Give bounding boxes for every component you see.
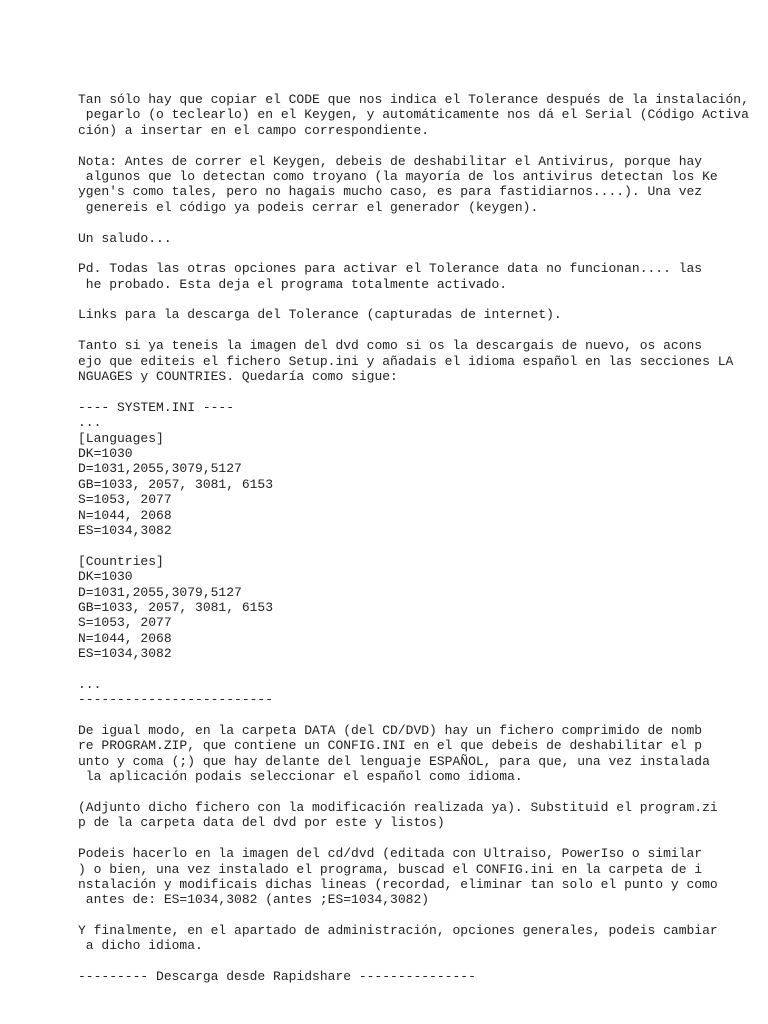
text-line [78, 138, 758, 153]
text-line: Tanto si ya teneis la imagen del dvd como si os la descargais de nuevo, os acons [78, 338, 703, 354]
text-line: Y finalmente, en el apartado de administración, opciones generales, podeis cambiar [78, 923, 718, 939]
text-line: D=1031,2055,3079,5127 [78, 584, 242, 600]
text-line: (Adjunto dicho fichero con la modificación realizada ya). Substituid el program.zi [78, 799, 718, 815]
text-line: he probado. Esta deja el programa totalmente activado. [78, 276, 508, 292]
text-line: ... [78, 415, 102, 431]
text-line [78, 785, 758, 800]
text-line: Tan sólo hay que copiar el CODE que nos indica el Tolerance después de la instalación, [78, 92, 749, 107]
text-line: algunos que lo detectan como troyano (la mayoría de los antivirus detectan los Ke [78, 168, 718, 184]
text-line: genereis el código ya podeis cerrar el generador (keygen). [78, 199, 539, 215]
text-line: DK=1030 [78, 445, 133, 461]
text-line: DK=1030 [78, 569, 133, 585]
text-line: ejo que editeis el fichero Setup.ini y añadais el idioma español en las secciones LA [78, 353, 734, 369]
text-line: ES=1034,3082 [78, 522, 172, 538]
text-line: De igual modo, en la carpeta DATA (del CD/DVD) hay un fichero comprimido de nomb [78, 723, 703, 739]
text-line: [Languages] [78, 430, 164, 446]
text-line: GB=1033, 2057, 3081, 6153 [78, 476, 274, 492]
text-line: re PROGRAM.ZIP, que contiene un CONFIG.INI en el que debeis de deshabilitar el p [78, 738, 703, 754]
text-line [78, 661, 758, 676]
text-line: Un saludo... [78, 230, 172, 246]
text-line: ) o bien, una vez instalado el programa, buscad el CONFIG.ini en la carpeta de i [78, 861, 703, 877]
text-line: N=1044, 2068 [78, 630, 172, 646]
text-line [78, 831, 758, 846]
text-line: ción) a insertar en el campo correspondiente. [78, 122, 430, 138]
text-line [78, 292, 758, 307]
text-line: a dicho idioma. [78, 938, 203, 954]
text-line: unto y coma (;) que hay delante del lenguaje ESPAÑOL, para que, una vez instalada [78, 753, 710, 769]
text-line [78, 954, 758, 969]
text-line: ------------------------- [78, 692, 274, 708]
text-line: ygen's como tales, pero no hagais mucho caso, es para fastidiarnos....). Una vez [78, 184, 703, 200]
text-line [78, 323, 758, 338]
text-line [78, 908, 758, 923]
text-line [78, 215, 758, 230]
text-line: pegarlo (o teclearlo) en el Keygen, y automáticamente nos dá el Serial (Código Activa [78, 107, 749, 123]
text-line: antes de: ES=1034,3082 (antes ;ES=1034,3082) [78, 892, 430, 908]
text-line: GB=1033, 2057, 3081, 6153 [78, 599, 274, 615]
text-line: ES=1034,3082 [78, 646, 172, 662]
text-line: Nota: Antes de correr el Keygen, debeis de deshabilitar el Antivirus, porque hay [78, 153, 703, 169]
text-line: la aplicación podais seleccionar el español como idioma. [78, 769, 523, 785]
text-line [78, 538, 758, 553]
text-line: ... [78, 676, 102, 692]
document-body [78, 92, 758, 985]
text-line: Podeis hacerlo en la imagen del cd/dvd (editada con Ultraiso, PowerIso o similar [78, 846, 703, 862]
text-line [78, 246, 758, 261]
text-line: Pd. Todas las otras opciones para activar el Tolerance data no funcionan.... las [78, 261, 703, 277]
text-line: S=1053, 2077 [78, 492, 172, 508]
text-line: D=1031,2055,3079,5127 [78, 461, 242, 477]
text-line: Links para la descarga del Tolerance (capturadas de internet). [78, 307, 562, 323]
text-line: [Countries] [78, 553, 164, 569]
text-line: N=1044, 2068 [78, 507, 172, 523]
text-line [78, 708, 758, 723]
text-line: NGUAGES y COUNTRIES. Quedaría como sigue: [78, 369, 398, 385]
text-line: S=1053, 2077 [78, 615, 172, 631]
text-line: ---- SYSTEM.INI ---- [78, 399, 235, 415]
text-line: p de la carpeta data del dvd por este y listos) [78, 815, 445, 831]
text-line [78, 384, 758, 399]
text-line: nstalación y modificais dichas lineas (recordad, eliminar tan solo el punto y como [78, 876, 718, 892]
text-line: --------- Descarga desde Rapidshare --------------- [78, 969, 476, 985]
